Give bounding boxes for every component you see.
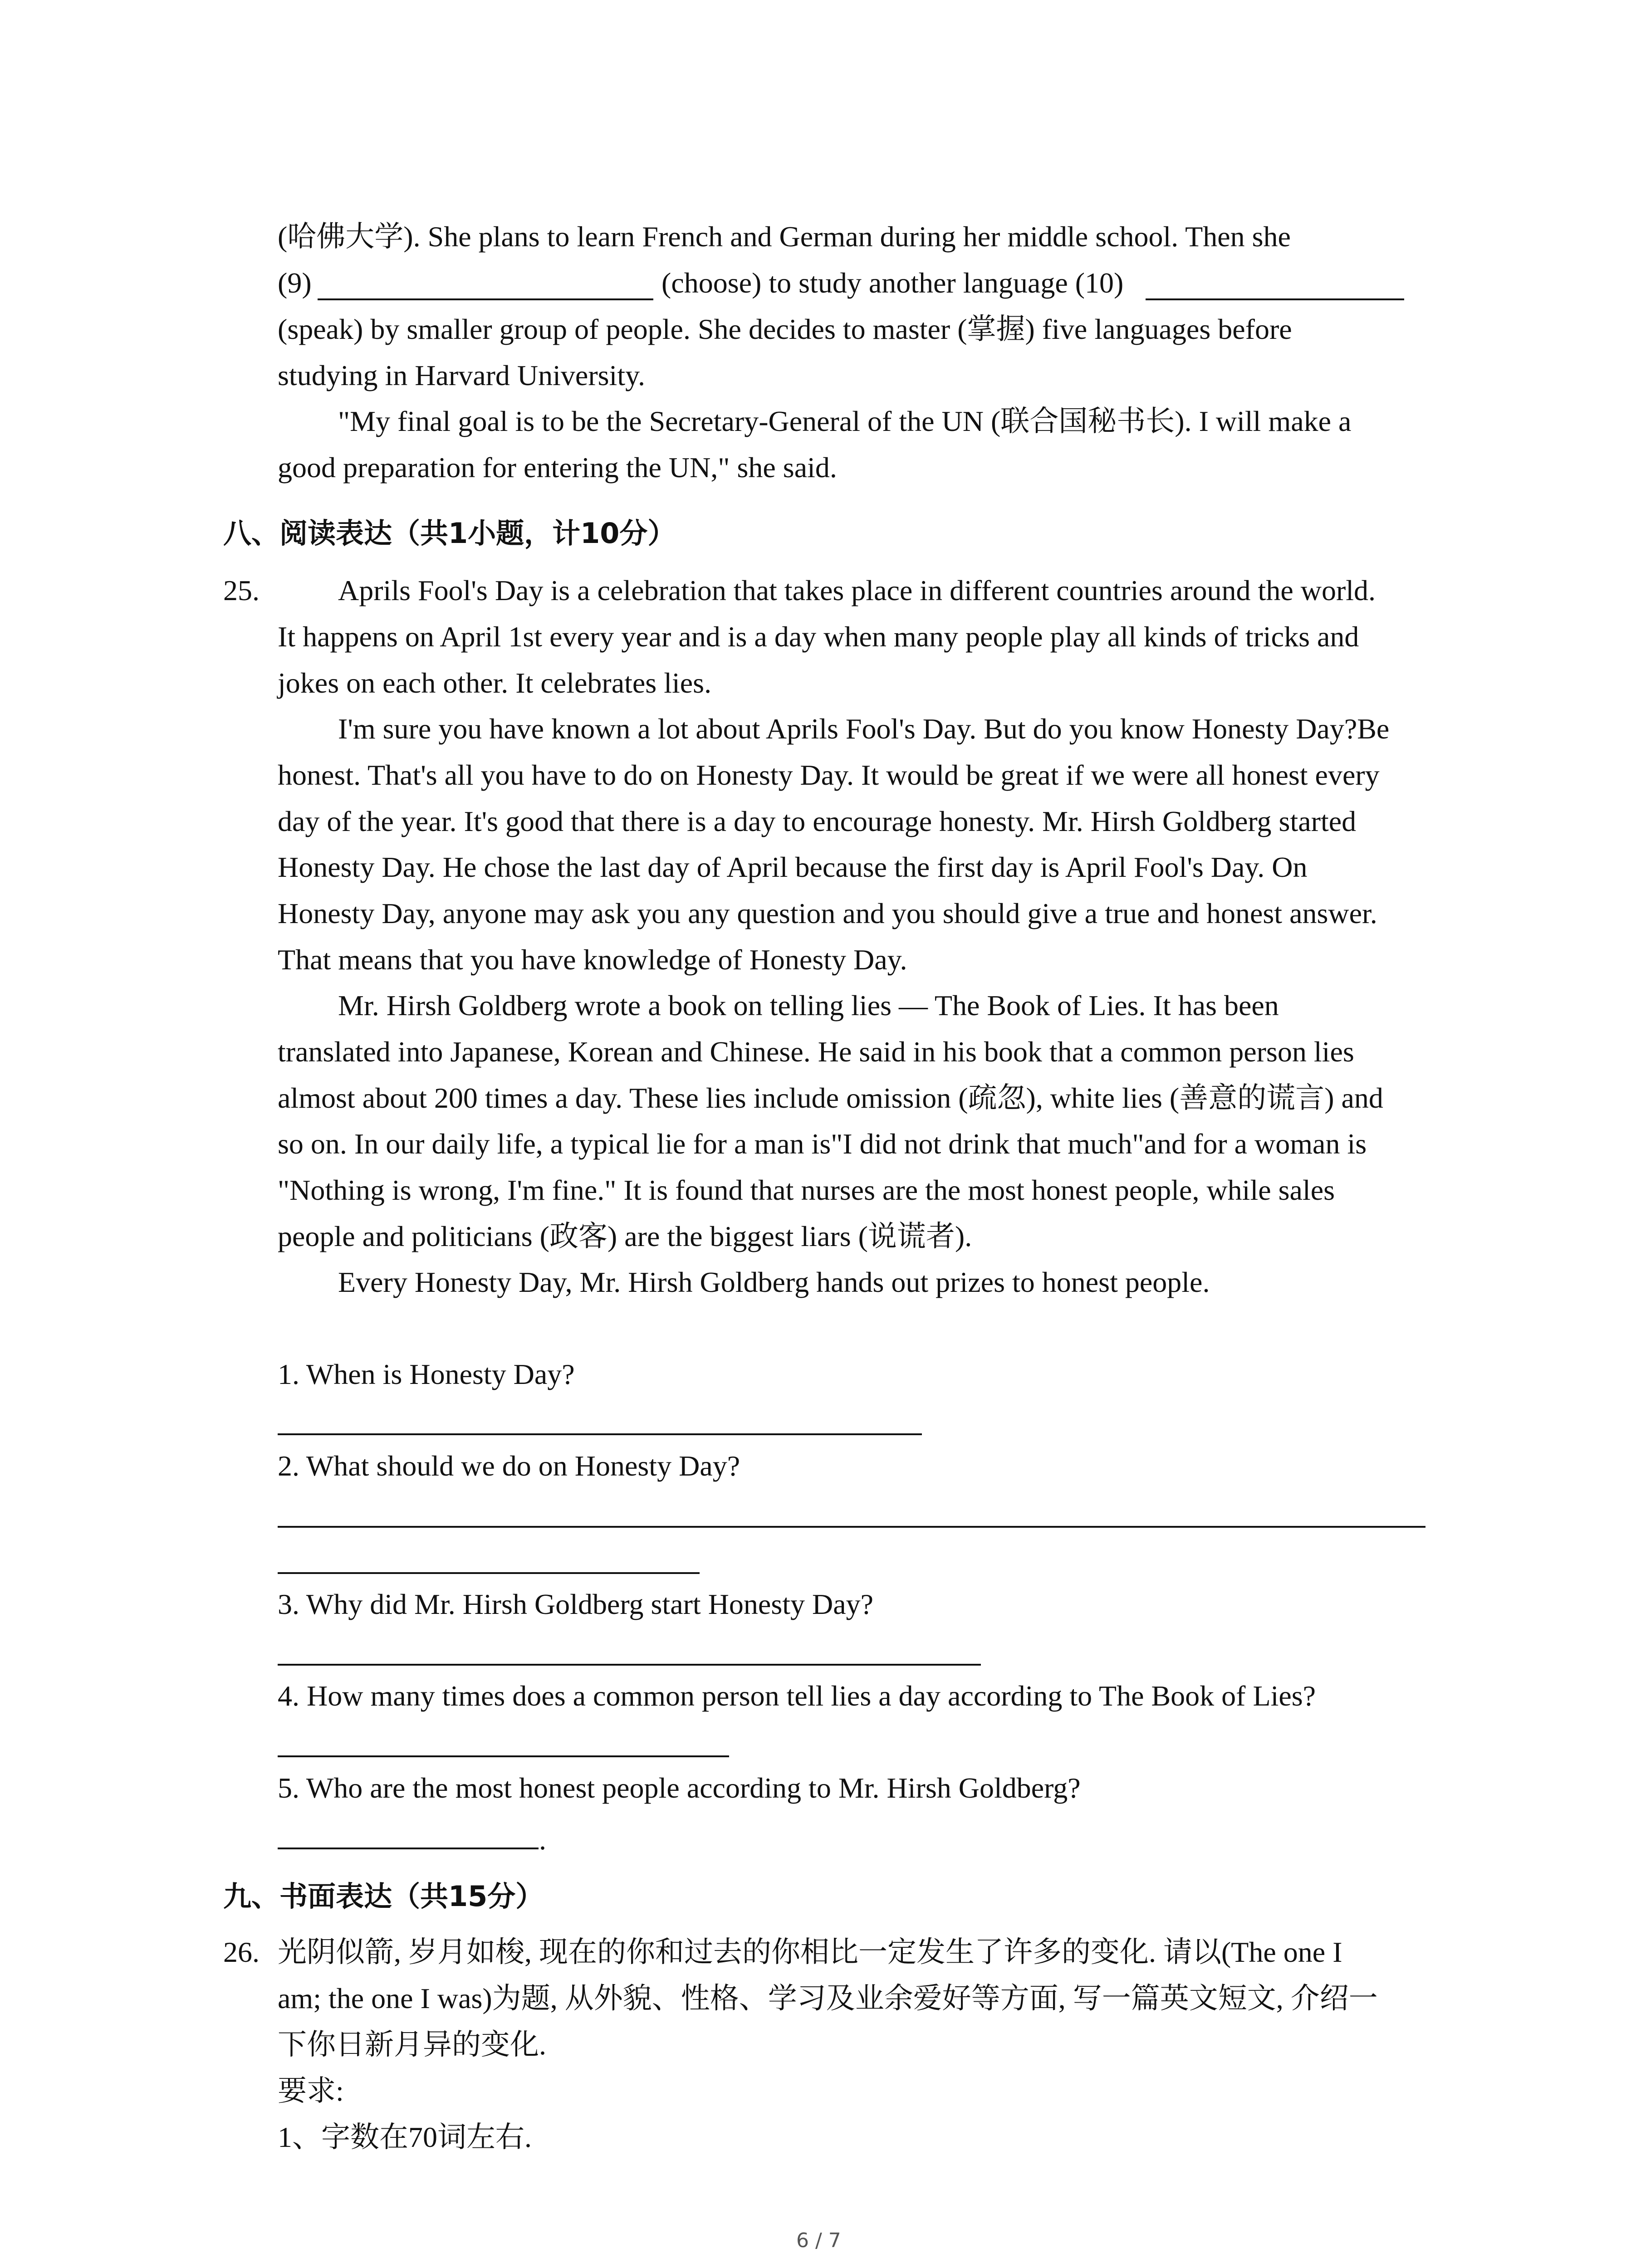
passage-line: I'm sure you have known a lot about Aprils Fool's Day. But do you know Honesty Day?Be: [338, 713, 1390, 745]
writing-prompt-line: 光阴似箭, 岁月如梭, 现在的你和过去的你相比一定发生了许多的变化. 请以(The one I: [278, 1936, 1342, 1968]
passage-line: day of the year. It's good that there is a day to encourage honesty. Mr. Hirsh Goldberg started: [278, 805, 1357, 837]
answer-line-q3[interactable]: [278, 1664, 981, 1666]
writing-prompt-line: am; the one I was)为题, 从外貌、性格、学习及业余爱好等方面, 写一篇英文短文, 介绍一: [278, 1982, 1378, 2014]
section-heading-writing: 九、书面表达（共15分）: [223, 1880, 544, 1913]
passage-line: (speak) by smaller group of people. She decides to master (掌握) five languages before: [278, 313, 1292, 345]
passage-line: honest. That's all you have to do on Honesty Day. It would be great if we were all honest every: [278, 759, 1380, 791]
passage-line: people and politicians (政客) are the biggest liars (说谎者).: [278, 1220, 972, 1252]
passage-line: (choose) to study another language (10): [661, 267, 1124, 299]
passage-line: Mr. Hirsh Goldberg wrote a book on telling lies — The Book of Lies. It has been: [338, 989, 1279, 1022]
answer-line-q2[interactable]: [278, 1526, 1425, 1528]
comprehension-question: 3. Why did Mr. Hirsh Goldberg start Honesty Day?: [278, 1588, 874, 1620]
writing-requirements-label: 要求:: [278, 2075, 344, 2107]
answer-blank-10[interactable]: [1146, 298, 1404, 300]
answer-line-q2-continued[interactable]: [278, 1572, 700, 1574]
comprehension-question: 5. Who are the most honest people according to Mr. Hirsh Goldberg?: [278, 1772, 1081, 1804]
passage-line: studying in Harvard University.: [278, 359, 645, 391]
question-number: 25.: [223, 574, 260, 606]
answer-blank-9[interactable]: [318, 298, 653, 300]
answer-line-q1[interactable]: [278, 1433, 922, 1435]
question-number: 26.: [223, 1936, 260, 1968]
comprehension-question: 4. How many times does a common person tell lies a day according to The Book of Lies?: [278, 1680, 1316, 1712]
passage-line: (哈佛大学). She plans to learn French and German during her middle school. Then she: [278, 220, 1291, 253]
passage-line: Honesty Day, anyone may ask you any question and you should give a true and honest answer.: [278, 897, 1377, 929]
passage-line: translated into Japanese, Korean and Chinese. He said in his book that a common person lies: [278, 1036, 1354, 1068]
section-heading-reading: 八、阅读表达（共1小题，计10分）: [223, 517, 676, 550]
passage-line: almost about 200 times a day. These lies include omission (疏忽), white lies (善意的谎言) and: [278, 1082, 1383, 1114]
answer-line-q4[interactable]: [278, 1755, 729, 1757]
passage-line: Honesty Day. He chose the last day of April because the first day is April Fool's Day. On: [278, 851, 1308, 883]
writing-requirement-item: 1、字数在70词左右.: [278, 2121, 532, 2153]
passage-line: Aprils Fool's Day is a celebration that takes place in different countries around the world.: [338, 574, 1376, 606]
comprehension-question: 1. When is Honesty Day?: [278, 1358, 575, 1390]
passage-line: It happens on April 1st every year and is a day when many people play all kinds of tricks and: [278, 621, 1359, 653]
answer-line-q5[interactable]: [278, 1848, 539, 1849]
passage-line: jokes on each other. It celebrates lies.: [278, 667, 712, 699]
passage-line: "Nothing is wrong, I'm fine." It is found that nurses are the most honest people, while sales: [278, 1174, 1335, 1206]
writing-prompt-line: 下你日新月异的变化.: [278, 2028, 546, 2061]
passage-line: good preparation for entering the UN," she said.: [278, 451, 837, 484]
answer-line-q5-period: .: [539, 1823, 546, 1856]
passage-line: Every Honesty Day, Mr. Hirsh Goldberg hands out prizes to honest people.: [338, 1266, 1210, 1298]
passage-line: That means that you have knowledge of Honesty Day.: [278, 943, 907, 976]
page-number: 6 / 7: [796, 2229, 841, 2252]
passage-line: "My final goal is to be the Secretary-General of the UN (联合国秘书长). I will make a: [338, 405, 1352, 437]
passage-line: so on. In our daily life, a typical lie for a man is"I did not drink that much"and for a woman is: [278, 1128, 1367, 1160]
passage-line-blank9-label: (9): [278, 267, 312, 299]
comprehension-question: 2. What should we do on Honesty Day?: [278, 1450, 740, 1482]
